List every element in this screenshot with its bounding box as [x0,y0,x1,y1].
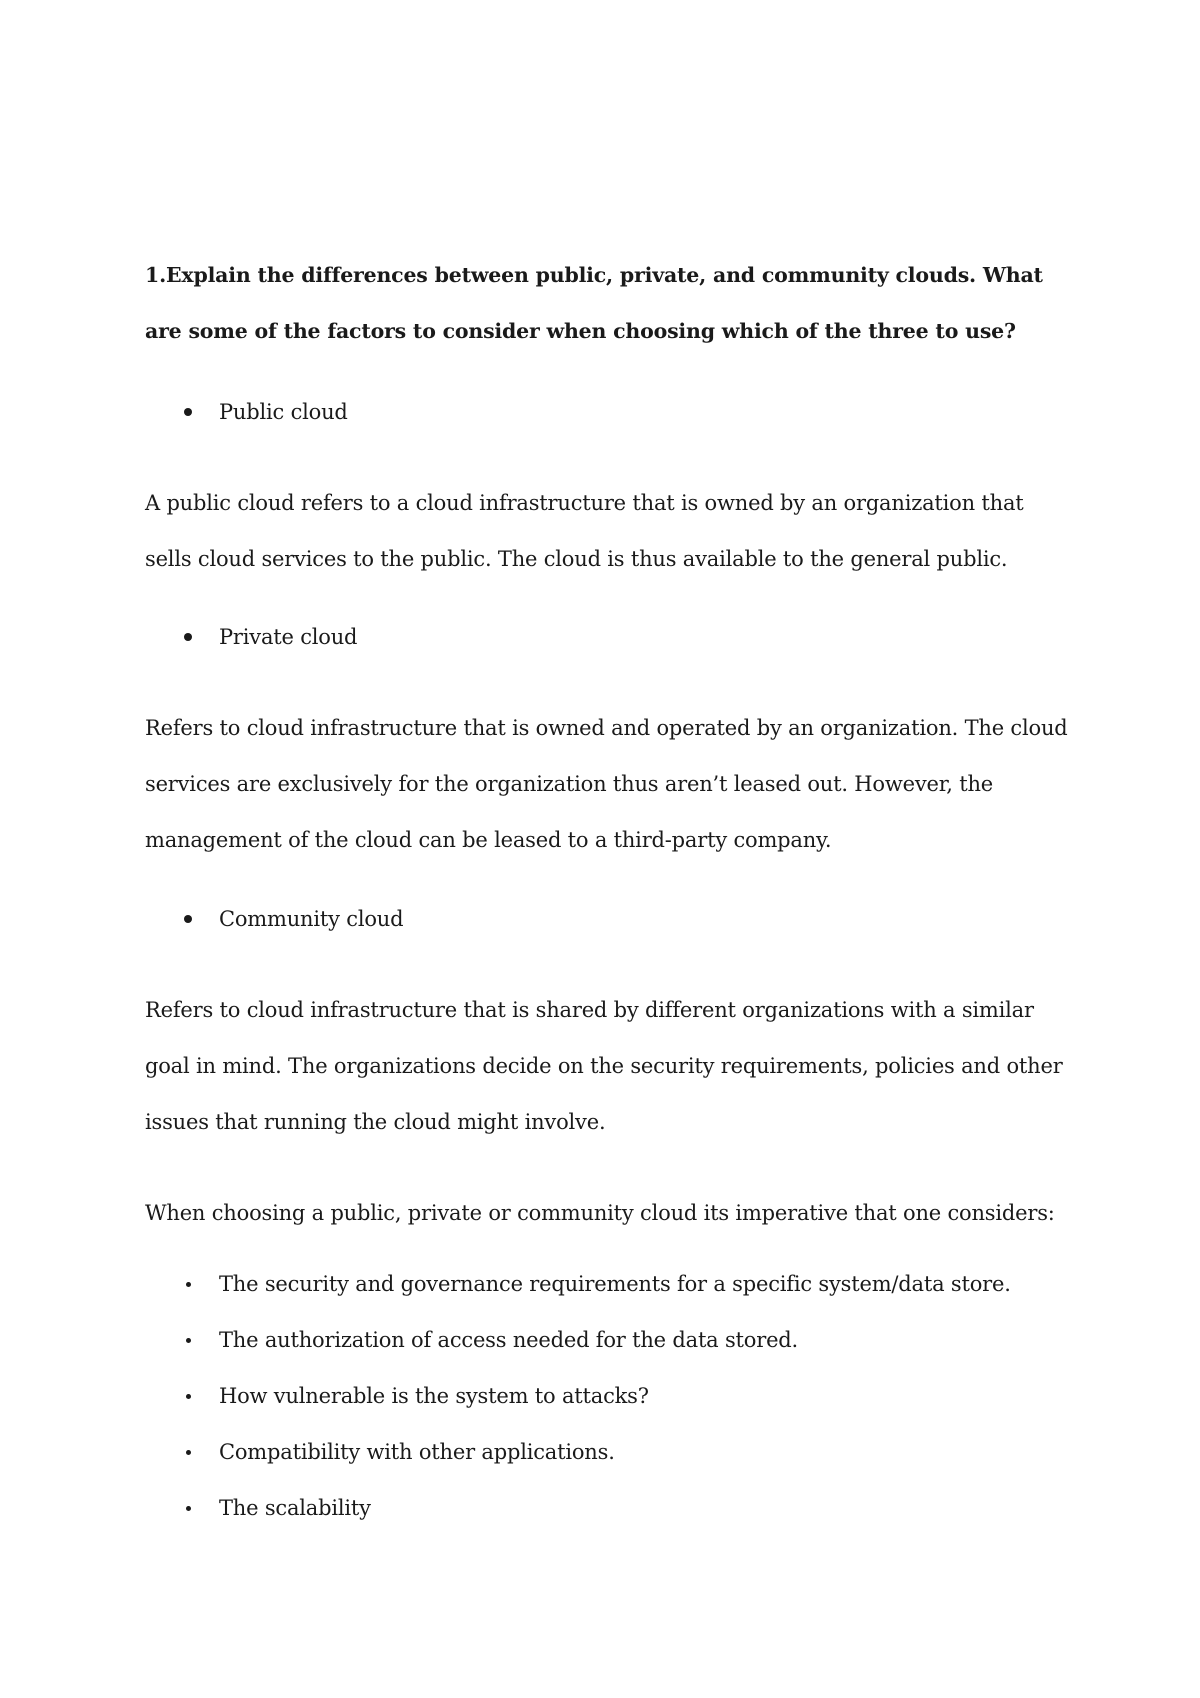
bullet-dot-icon [184,915,192,923]
list-item [145,1269,1075,1299]
bullet-dot-icon [184,408,192,416]
section-heading-label: Community cloud [219,907,404,931]
section-heading-public-cloud [145,397,1045,427]
list-item-label: How vulnerable is the system to attacks? [219,1384,649,1408]
section-body-public-cloud: A public cloud refers to a cloud infrastructure that is owned by an organization that sells cloud services to the public. The cloud is thus available to the general public. [145,491,1024,571]
bullet-dot-icon [186,1282,191,1287]
bullet-dot-icon [186,1506,191,1511]
list-item-label: The scalability [219,1496,371,1520]
section-heading-label: Public cloud [219,400,348,424]
section-body-private-cloud: Refers to cloud infrastructure that is owned and operated by an organization. The cloud services are exclusively for the organization thus aren’t leased out. However, the management of the cloud can be leased to a third-party company. [145,716,1068,852]
list-item-label: The authorization of access needed for the data stored. [219,1328,799,1352]
section-heading-label: Private cloud [219,625,358,649]
question-heading: 1.Explain the differences between public, private, and community clouds. What are some of the factors to consider when choosing which of the three to use? [145,263,1043,343]
section-heading-private-cloud [145,622,1045,652]
list-item [145,1381,1075,1411]
list-item-label: Compatibility with other applications. [219,1440,615,1464]
list-item-label: The security and governance requirements for a specific system/data store. [219,1272,1011,1296]
bullet-dot-icon [186,1450,191,1455]
section-body-community-cloud: Refers to cloud infrastructure that is shared by different organizations with a similar goal in mind. The organizations decide on the security requirements, policies and other issues that running the cloud might involve. [145,998,1063,1134]
considerations-intro: When choosing a public, private or community cloud its imperative that one considers: [145,1201,1055,1225]
bullet-dot-icon [184,633,192,641]
list-item [145,1325,1075,1355]
section-heading-community-cloud [145,904,1045,934]
list-item [145,1493,1075,1523]
bullet-dot-icon [186,1394,191,1399]
bullet-dot-icon [186,1338,191,1343]
list-item [145,1437,1075,1467]
